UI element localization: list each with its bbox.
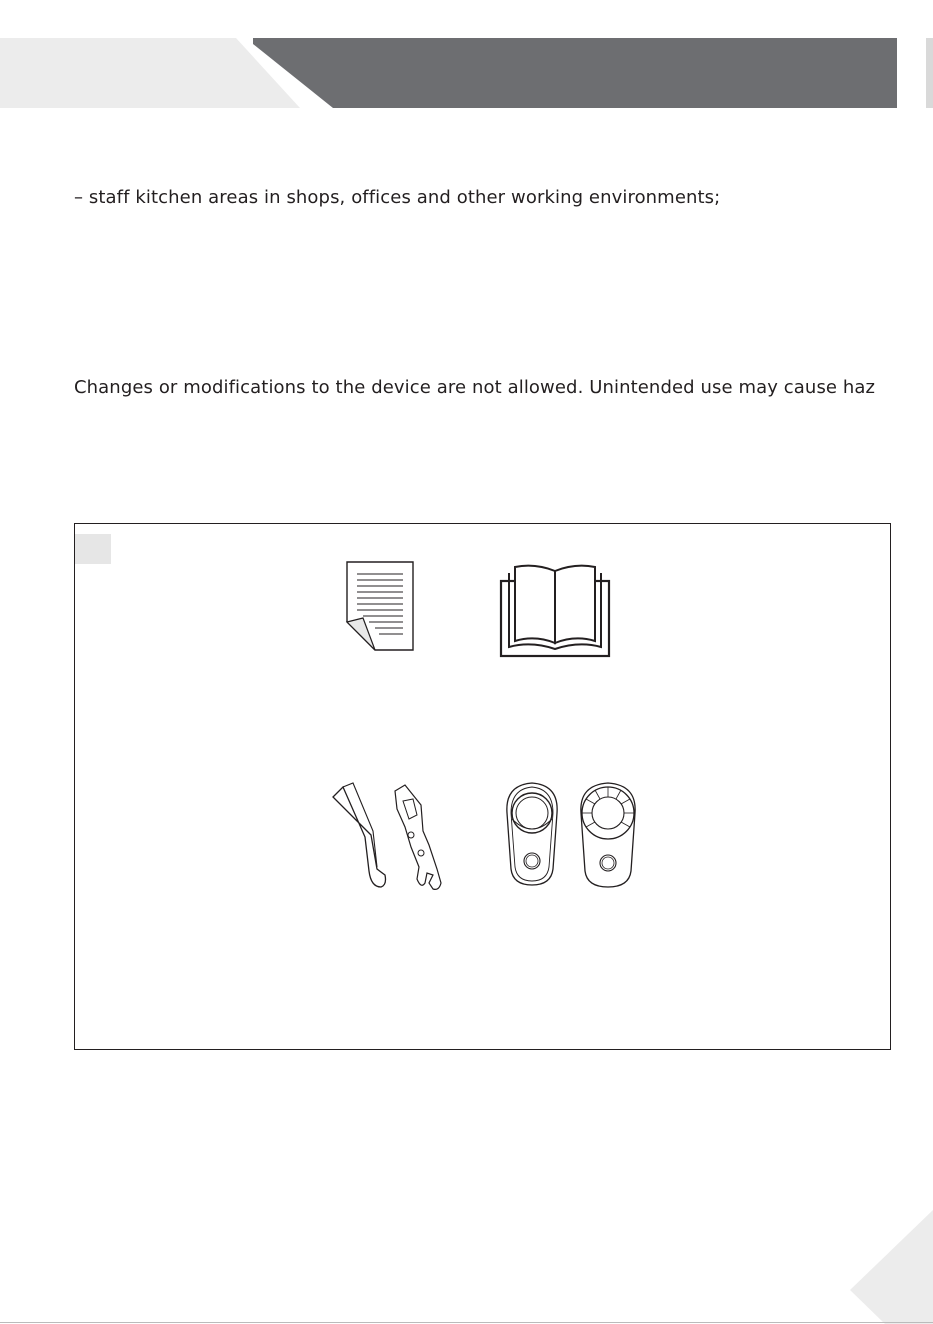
hinge-cover-left-icon: [499, 779, 565, 889]
header-edge-tab: [926, 38, 933, 108]
page-corner-tab: [850, 1210, 933, 1324]
header-dark-bar: [253, 38, 897, 108]
box-tag: [75, 534, 111, 564]
document-sheet-icon: [333, 560, 417, 654]
text-usage-line: – staff kitchen areas in shops, offices and other working environments;: [74, 187, 721, 208]
manual-book-icon: [499, 561, 611, 659]
bottom-rule: [0, 1322, 933, 1323]
hinge-cover-right-icon: [575, 779, 641, 891]
wrench-tool-icon: [325, 779, 449, 899]
accessories-box: [74, 523, 891, 1050]
header-light-tab: [0, 38, 300, 108]
text-modifications-line: Changes or modifications to the device are not allowed. Unintended use may cause haz: [74, 377, 876, 398]
